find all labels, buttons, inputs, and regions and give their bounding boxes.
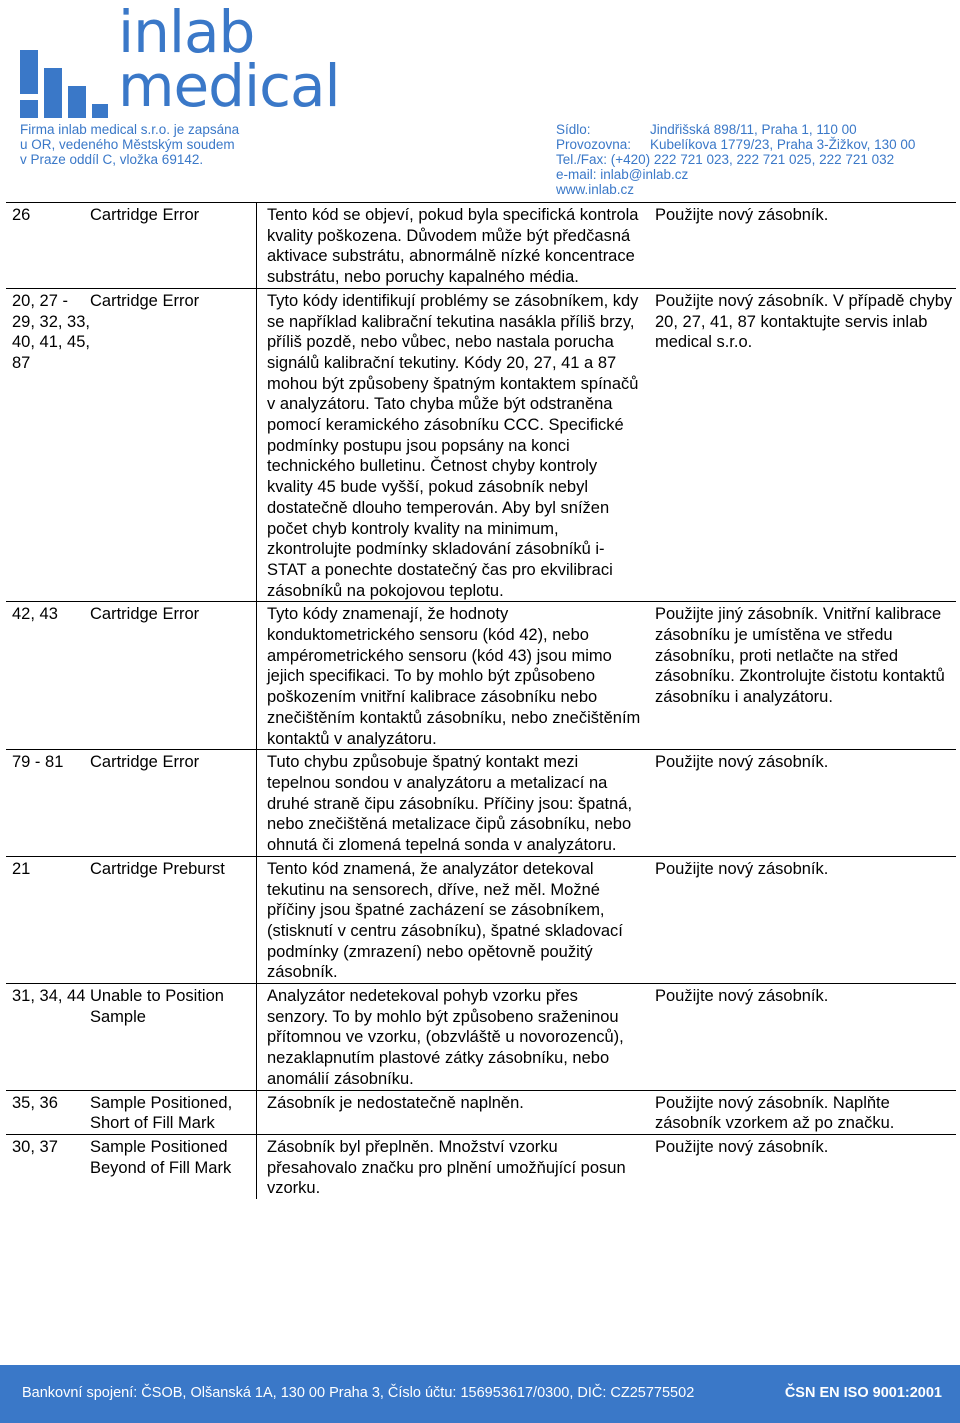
- logo-word-inlab: inlab: [118, 0, 255, 66]
- error-description: Zásobník byl přeplněn. Množství vzorku přesahovalo značku pro plnění umožňující posun vzorku.: [267, 1137, 626, 1198]
- error-code: 30, 37: [12, 1137, 58, 1156]
- company-registration: [20, 122, 239, 167]
- logo-word-medical: medical: [118, 52, 340, 120]
- error-action: Použijte nový zásobník.: [655, 1137, 829, 1156]
- error-description: Analyzátor nedetekoval pohyb vzorku přes senzory. To by mohlo být způsobeno sraženinou přítomnou ve vzorku, (obzvláště u novorozenců), nezaklapnutím plastové zátky zásobníku, nebo anomálií zásobníku.: [267, 987, 624, 1088]
- error-code: 31, 34, 44: [12, 987, 86, 1006]
- registration-line: v Praze oddíl C, vložka 69142.: [20, 152, 204, 167]
- table-row: [6, 1134, 956, 1199]
- registration-line: u OR, vedeného Městským soudem: [20, 137, 235, 152]
- error-action: Použijte nový zásobník.: [655, 206, 829, 224]
- error-code: 21: [12, 859, 31, 878]
- page-footer: [0, 1365, 960, 1423]
- error-code: 42, 43: [12, 605, 58, 624]
- error-name: Unable to Position Sample: [90, 984, 257, 1091]
- error-action: Použijte jiný zásobník. Vnitřní kalibrace zásobníku je umístěna ve středu zásobníku, proti netlačte na střed zásobníku. Zkontrolujte čistotu kontaktů zásobníku i analyzátoru.: [655, 605, 945, 707]
- contact-website[interactable]: www.inlab.cz: [556, 182, 635, 197]
- contact-row: [556, 167, 915, 182]
- company-contacts: [556, 122, 915, 197]
- contact-row: [556, 152, 915, 167]
- registration-line: Firma inlab medical s.r.o. je zapsána: [20, 122, 240, 137]
- error-action: Použijte nový zásobník.: [655, 753, 829, 772]
- footer-iso-certificate: ČSN EN ISO 9001:2001: [784, 1385, 942, 1401]
- error-description: Tyto kódy znamenají, že hodnoty konduktometrického sensoru (kód 42), nebo ampérometrického sensoru (kód 43) jsou mimo jejich specifikaci. To by mohlo být způsobeno poškozením vnitřní kalibrace zásobníku nebo znečištěním kontaktů zásobníku, nebo znečištěním kontaktů v analyzátoru.: [267, 605, 641, 748]
- contact-value: Jindřišská 898/11, Praha 1, 110 00: [650, 122, 857, 137]
- contact-email[interactable]: e-mail: inlab@inlab.cz: [556, 167, 689, 182]
- error-action: Použijte nový zásobník. V případě chyby 20, 27, 41, 87 kontaktujte servis inlab medical s.r.o.: [655, 291, 953, 352]
- error-code: 20, 27 - 29, 32, 33, 40, 41, 45, 87: [12, 291, 90, 372]
- error-description: Tento kód se objeví, pokud byla specifická kontrola kvality poškozena. Důvodem může být předčasná aktivace substrátu, abnormálně nízké koncentrace substrátu, nebo poruchy kapalného média.: [267, 206, 639, 287]
- contact-row: [556, 122, 915, 137]
- footer-bank-info: Bankovní spojení: ČSOB, Olšanská 1A, 130 00 Praha 3, Číslo účtu: 156953617/0300, DIČ: CZ25775502: [22, 1385, 695, 1401]
- error-name: Cartridge Error: [90, 203, 257, 289]
- table-row: [6, 602, 956, 750]
- logo-mark-icon: [18, 50, 110, 120]
- error-code: 79 - 81: [12, 753, 64, 772]
- error-description: Zásobník je nedostatečně naplněn.: [267, 1093, 524, 1112]
- error-description: Tuto chybu způsobuje špatný kontakt mezi tepelnou sondou v analyzátoru a metalizací na druhé straně čipu zásobníku. Příčiny jsou: špatná, nebo znečištěná metalizace čipů zásobníku, nebo ohnutá či zlomená tepelná sonda v analyzátoru.: [267, 753, 633, 855]
- error-name: Cartridge Preburst: [90, 856, 257, 983]
- error-name: Cartridge Error: [90, 602, 257, 750]
- table-row: [6, 750, 956, 857]
- table-row: [6, 984, 956, 1091]
- error-name: Cartridge Error: [90, 288, 257, 602]
- table-row: [6, 856, 956, 983]
- contact-label: Sídlo:: [556, 122, 591, 137]
- contact-phone: Tel./Fax: (+420) 222 721 023, 222 721 025, 222 721 032: [556, 152, 895, 167]
- error-name: Cartridge Error: [90, 750, 257, 857]
- error-description: Tento kód znamená, že analyzátor detekoval tekutinu na sensorech, dříve, než měl. Možné příčiny jsou špatné zacházení se zásobníkem, (stisknutí v centru zásobníku), špatné skladovací podmínky (zmrazení) nebo opětovně použitý zásobník.: [267, 859, 623, 982]
- contact-row: [556, 137, 915, 152]
- contact-row: [556, 182, 915, 197]
- contact-value: Kubelíkova 1779/23, Praha 3-Žižkov, 130 00: [650, 137, 916, 152]
- error-name: Sample Positioned, Short of Fill Mark: [90, 1090, 257, 1134]
- error-code: 35, 36: [12, 1093, 58, 1112]
- error-code: 26: [12, 206, 31, 224]
- error-name: Sample Positioned Beyond of Fill Mark: [90, 1134, 257, 1199]
- company-logo: [18, 0, 340, 124]
- table-row: [6, 1090, 956, 1134]
- error-description: Tyto kódy identifikují problémy se zásobníkem, kdy se například kalibrační tekutina nasákla příliš brzy, příliš pozdě, nebo vůbec, nebo nastala porucha signálů kalibrační tekutiny. Kódy 20, 27, 41 a 87 mohou být způsobeny špatným kontaktem spínačů v analyzátoru. Tato chyba může být odstraněna pomocí keramického zásobníku CCC. Specifické podmínky postupu jsou popsány na konci technického bulletinu. Četnost chyby kontroly kvality 45 bude vyšší, pokud zásobník nebyl dostatečně dlouho temperován. Aby byl snížen počet chyb kontroly kvality na minimum, zkontrolujte podmínky skladování zásobníků i-STAT a ponechte dostatečný čas pro ekvilibraci zásobníků na pokojovou teplotu.: [267, 291, 639, 600]
- error-code-table: [6, 202, 956, 1199]
- error-action: Použijte nový zásobník.: [655, 859, 829, 878]
- contact-label: Provozovna:: [556, 137, 632, 152]
- table-row: [6, 203, 956, 289]
- error-action: Použijte nový zásobník. Naplňte zásobník vzorkem až po značku.: [655, 1093, 895, 1133]
- table-row: [6, 288, 956, 602]
- error-action: Použijte nový zásobník.: [655, 987, 829, 1006]
